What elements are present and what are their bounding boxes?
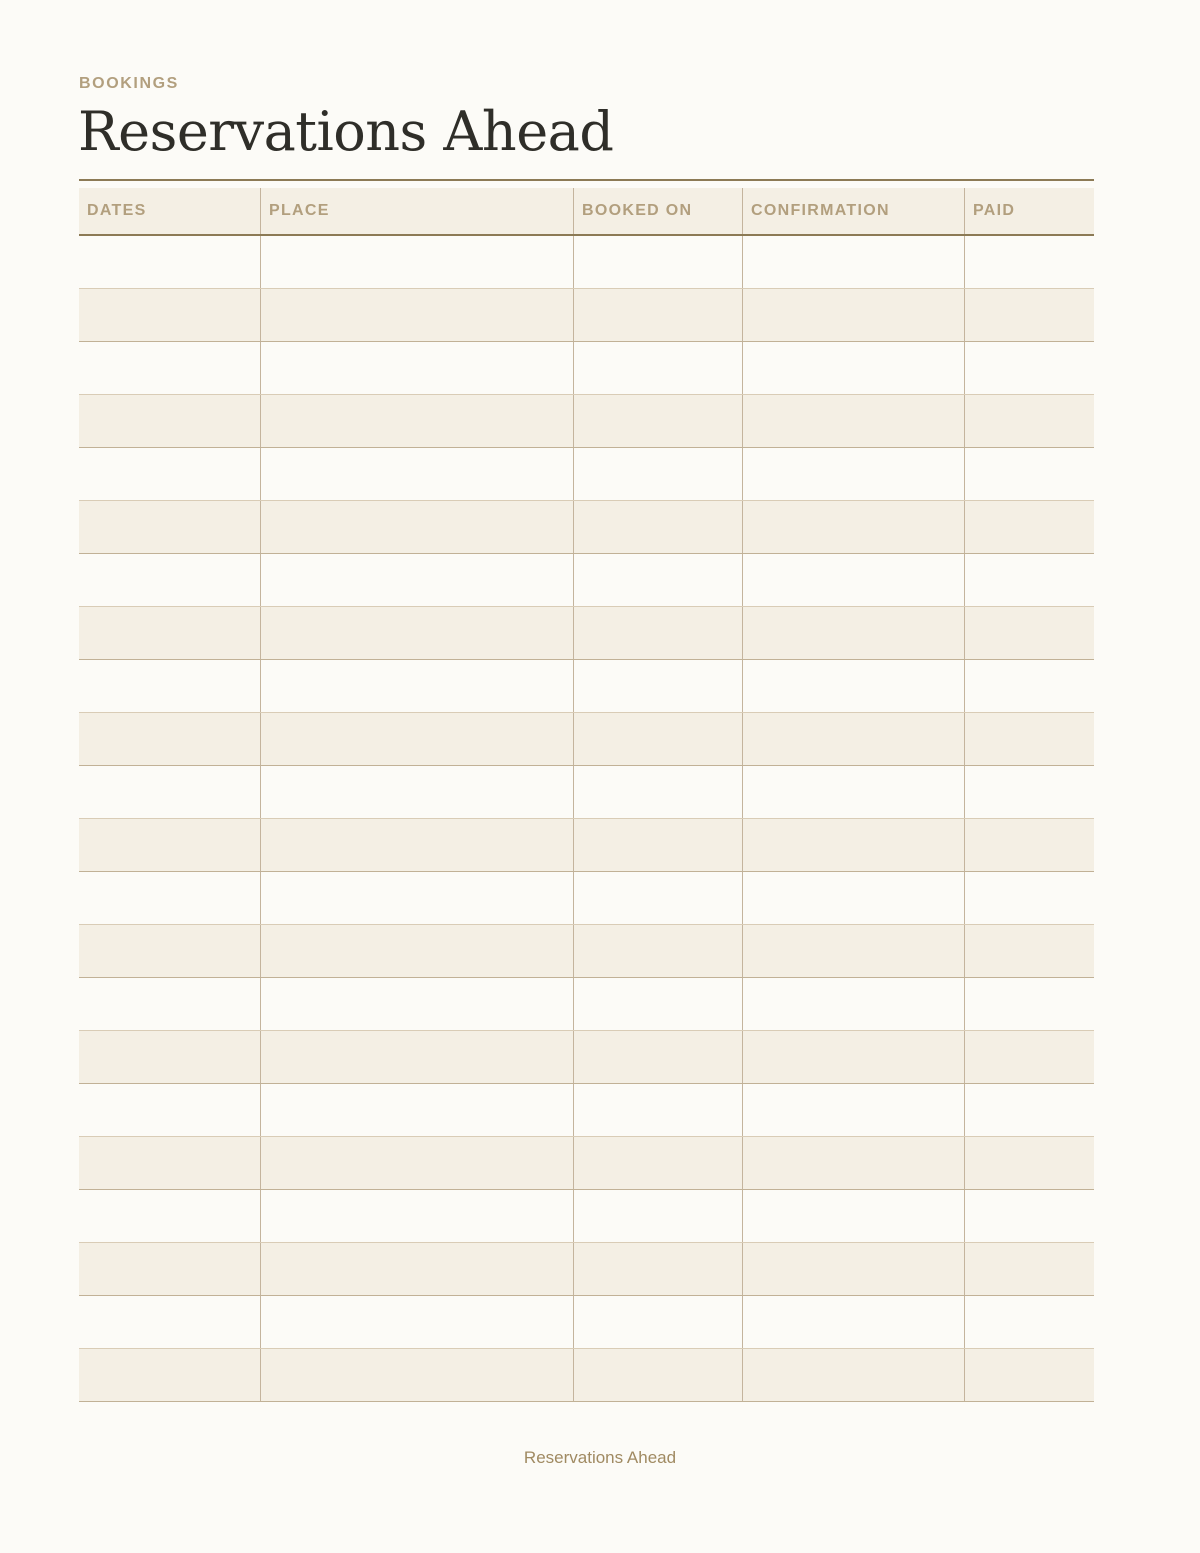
cell-confirmation[interactable] <box>743 554 965 606</box>
cell-dates[interactable] <box>79 978 261 1030</box>
cell-dates[interactable] <box>79 607 261 659</box>
cell-paid[interactable] <box>965 607 1094 659</box>
cell-paid[interactable] <box>965 925 1094 977</box>
cell-dates[interactable] <box>79 1031 261 1083</box>
cell-place[interactable] <box>261 872 574 924</box>
cell-dates[interactable] <box>79 925 261 977</box>
cell-booked-on[interactable] <box>574 448 743 500</box>
cell-place[interactable] <box>261 1296 574 1348</box>
cell-paid[interactable] <box>965 448 1094 500</box>
table-row <box>79 1349 1094 1402</box>
cell-booked-on[interactable] <box>574 1084 743 1136</box>
cell-confirmation[interactable] <box>743 236 965 288</box>
cell-booked-on[interactable] <box>574 1031 743 1083</box>
cell-dates[interactable] <box>79 395 261 447</box>
table-row <box>79 713 1094 766</box>
cell-confirmation[interactable] <box>743 395 965 447</box>
table-row <box>79 925 1094 978</box>
cell-booked-on[interactable] <box>574 236 743 288</box>
cell-confirmation[interactable] <box>743 978 965 1030</box>
cell-dates[interactable] <box>79 289 261 341</box>
cell-booked-on[interactable] <box>574 554 743 606</box>
cell-dates[interactable] <box>79 501 261 553</box>
cell-dates[interactable] <box>79 713 261 765</box>
table-row <box>79 766 1094 819</box>
cell-booked-on[interactable] <box>574 501 743 553</box>
cell-booked-on[interactable] <box>574 289 743 341</box>
table-row <box>79 1296 1094 1349</box>
cell-place[interactable] <box>261 660 574 712</box>
table-row <box>79 448 1094 501</box>
cell-place[interactable] <box>261 713 574 765</box>
table-row <box>79 660 1094 713</box>
cell-booked-on[interactable] <box>574 607 743 659</box>
cell-confirmation[interactable] <box>743 1243 965 1295</box>
table-row <box>79 1137 1094 1190</box>
cell-place[interactable] <box>261 501 574 553</box>
cell-paid[interactable] <box>965 872 1094 924</box>
page-title: Reservations Ahead <box>78 100 614 163</box>
table-header <box>79 188 1094 236</box>
cell-dates[interactable] <box>79 448 261 500</box>
cell-booked-on[interactable] <box>574 1243 743 1295</box>
table-row <box>79 1031 1094 1084</box>
cell-paid[interactable] <box>965 1243 1094 1295</box>
cell-booked-on[interactable] <box>574 1349 743 1401</box>
column-header-paid: PAID <box>973 202 1016 219</box>
cell-place[interactable] <box>261 554 574 606</box>
cell-place[interactable] <box>261 342 574 394</box>
cell-dates[interactable] <box>79 1084 261 1136</box>
cell-paid[interactable] <box>965 1296 1094 1348</box>
cell-place[interactable] <box>261 766 574 818</box>
cell-confirmation[interactable] <box>743 872 965 924</box>
cell-booked-on[interactable] <box>574 713 743 765</box>
cell-paid[interactable] <box>965 1137 1094 1189</box>
table-row <box>79 342 1094 395</box>
cell-confirmation[interactable] <box>743 1296 965 1348</box>
page-footer: Reservations Ahead <box>523 1448 677 1467</box>
cell-paid[interactable] <box>965 236 1094 288</box>
cell-dates[interactable] <box>79 766 261 818</box>
table-row <box>79 395 1094 448</box>
table-row <box>79 1190 1094 1243</box>
cell-confirmation[interactable] <box>743 660 965 712</box>
cell-place[interactable] <box>261 607 574 659</box>
table-row <box>79 819 1094 872</box>
cell-place[interactable] <box>261 978 574 1030</box>
cell-confirmation[interactable] <box>743 1031 965 1083</box>
cell-booked-on[interactable] <box>574 342 743 394</box>
cell-booked-on[interactable] <box>574 978 743 1030</box>
cell-booked-on[interactable] <box>574 819 743 871</box>
cell-paid[interactable] <box>965 1084 1094 1136</box>
cell-paid[interactable] <box>965 819 1094 871</box>
cell-confirmation[interactable] <box>743 925 965 977</box>
cell-place[interactable] <box>261 1137 574 1189</box>
table-row <box>79 501 1094 554</box>
cell-place[interactable] <box>261 1031 574 1083</box>
cell-place[interactable] <box>261 819 574 871</box>
cell-dates[interactable] <box>79 872 261 924</box>
cell-dates[interactable] <box>79 342 261 394</box>
cell-confirmation[interactable] <box>743 448 965 500</box>
table-row <box>79 289 1094 342</box>
column-header-place: PLACE <box>261 188 574 234</box>
cell-place[interactable] <box>261 236 574 288</box>
column-header-confirmation: CONFIRMATION <box>743 188 965 234</box>
cell-confirmation[interactable] <box>743 819 965 871</box>
cell-paid[interactable] <box>965 289 1094 341</box>
cell-dates[interactable] <box>79 1243 261 1295</box>
cell-paid[interactable] <box>965 1190 1094 1242</box>
cell-paid[interactable] <box>965 395 1094 447</box>
cell-paid[interactable] <box>965 713 1094 765</box>
cell-booked-on[interactable] <box>574 395 743 447</box>
cell-confirmation[interactable] <box>743 1349 965 1401</box>
cell-paid[interactable] <box>965 766 1094 818</box>
table-row <box>79 236 1094 289</box>
cell-place[interactable] <box>261 448 574 500</box>
cell-confirmation[interactable] <box>743 1137 965 1189</box>
cell-confirmation[interactable] <box>743 342 965 394</box>
column-header-booked-on: BOOKED ON <box>574 188 743 234</box>
cell-booked-on[interactable] <box>574 1296 743 1348</box>
cell-place[interactable] <box>261 925 574 977</box>
cell-paid[interactable] <box>965 342 1094 394</box>
cell-confirmation[interactable] <box>743 713 965 765</box>
title-divider <box>79 179 1094 181</box>
cell-dates[interactable] <box>79 236 261 288</box>
cell-confirmation[interactable] <box>743 501 965 553</box>
cell-dates[interactable] <box>79 554 261 606</box>
cell-dates[interactable] <box>79 819 261 871</box>
cell-booked-on[interactable] <box>574 925 743 977</box>
cell-dates[interactable] <box>79 1190 261 1242</box>
cell-dates[interactable] <box>79 660 261 712</box>
cell-confirmation[interactable] <box>743 1084 965 1136</box>
cell-paid[interactable] <box>965 1031 1094 1083</box>
cell-confirmation[interactable] <box>743 1190 965 1242</box>
cell-paid[interactable] <box>965 554 1094 606</box>
cell-paid[interactable] <box>965 501 1094 553</box>
table-row <box>79 607 1094 660</box>
table-row <box>79 1243 1094 1296</box>
cell-place[interactable] <box>261 1349 574 1401</box>
cell-confirmation[interactable] <box>743 289 965 341</box>
table-row <box>79 872 1094 925</box>
cell-paid[interactable] <box>965 978 1094 1030</box>
table-body <box>79 236 1094 1402</box>
table-row <box>79 554 1094 607</box>
cell-paid[interactable] <box>965 1349 1094 1401</box>
cell-booked-on[interactable] <box>574 766 743 818</box>
cell-dates[interactable] <box>79 1137 261 1189</box>
cell-place[interactable] <box>261 1243 574 1295</box>
column-header-dates: DATES <box>79 188 261 234</box>
cell-booked-on[interactable] <box>574 660 743 712</box>
table-row <box>79 1084 1094 1137</box>
reservations-table <box>79 188 1094 1402</box>
cell-confirmation[interactable] <box>743 766 965 818</box>
cell-booked-on[interactable] <box>574 1137 743 1189</box>
table-row <box>79 978 1094 1031</box>
cell-place[interactable] <box>261 1190 574 1242</box>
page-eyebrow: BOOKINGS <box>79 75 179 92</box>
cell-place[interactable] <box>261 1084 574 1136</box>
cell-confirmation[interactable] <box>743 607 965 659</box>
cell-place[interactable] <box>261 395 574 447</box>
cell-dates[interactable] <box>79 1296 261 1348</box>
cell-paid[interactable] <box>965 660 1094 712</box>
cell-booked-on[interactable] <box>574 1190 743 1242</box>
cell-dates[interactable] <box>79 1349 261 1401</box>
cell-booked-on[interactable] <box>574 872 743 924</box>
cell-place[interactable] <box>261 289 574 341</box>
